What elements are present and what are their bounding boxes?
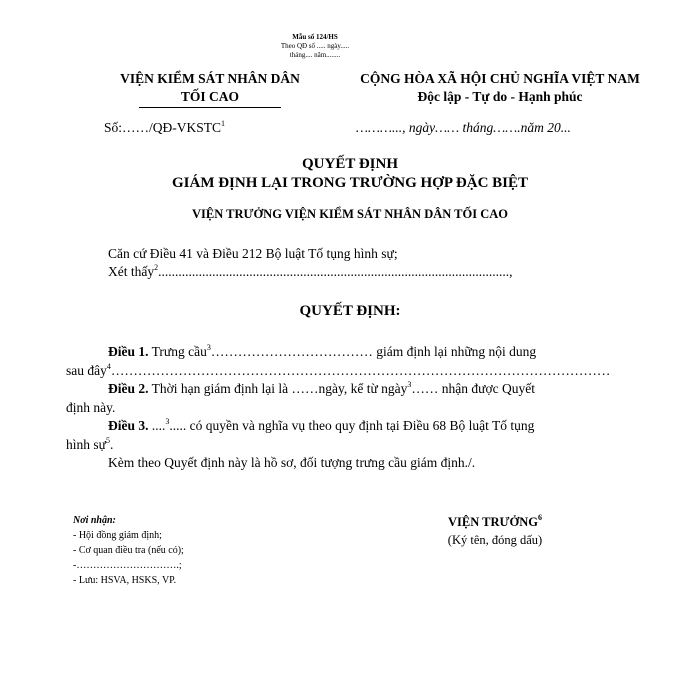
footnote-ref: 3 — [165, 416, 170, 426]
form-code — [200, 33, 430, 60]
footnote-ref: 4 — [106, 361, 111, 371]
issuer-title: VIỆN TRƯỞNG VIỆN KIỂM SÁT NHÂN DÂN TỐI CAO — [191, 207, 509, 221]
agency-header — [85, 70, 335, 108]
form-code-number: Mẫu số 124/HS — [292, 33, 338, 41]
document-subtitle: GIÁM ĐỊNH LẠI TRONG TRƯỜNG HỢP ĐẶC BIỆT — [171, 175, 528, 191]
recipient-item: - Hội đồng giám định; — [73, 530, 162, 541]
national-header — [335, 70, 665, 106]
article-2: Điều 2. Thời hạn giám định lại là ……ngày, kể từ ngày$^3$…… nhận được Quyết định này. — [66, 379, 535, 415]
recipient-item: -………………………….; — [73, 560, 182, 571]
decision-heading: QUYẾT ĐỊNH: — [299, 303, 401, 319]
signer-title: VIỆN TRƯỞNG — [448, 515, 538, 529]
footnote-ref: 5 — [105, 435, 110, 445]
article-1: Điều 1. Trưng cầu$^3$……………………………… giám định lại những nội dung sau đây$^4$………………………………………………………………………………………………… — [66, 342, 611, 378]
nation-name: CỘNG HÒA XÃ HỘI CHỦ NGHĨA VIỆT NAM — [360, 71, 640, 86]
form-code-date: tháng.... năm........ — [289, 51, 341, 59]
footnote-ref: 3 — [206, 342, 211, 352]
attachment-note: Kèm theo Quyết định này là hồ sơ, đối tượng trưng cầu giám định./. — [108, 455, 476, 470]
article-3: Điều 3. ....$^3$..... có quyền và nghĩa vụ theo quy định tại Điều 68 Bộ luật Tố tụng hình sự$^5$. — [66, 416, 535, 452]
agency-level: TỐI CAO — [139, 88, 281, 108]
consideration: Xét thấy$^2$........................................................................................................, — [108, 262, 513, 279]
signature-block — [395, 513, 595, 549]
document-title: QUYẾT ĐỊNH — [302, 156, 398, 172]
agency-name: VIỆN KIỂM SÁT NHÂN DÂN — [120, 71, 300, 86]
footnote-ref: 2 — [154, 262, 159, 272]
legal-basis: Căn cứ Điều 41 và Điều 212 Bộ luật Tố tụng hình sự; — [108, 246, 398, 261]
article-label: Điều 3. — [108, 418, 149, 433]
recipients-header: Nơi nhận: — [73, 515, 116, 526]
recipient-item: - Lưu: HSVA, HSKS, VP. — [73, 575, 177, 586]
date-line: ………..., ngày…… tháng…….năm 20... — [356, 120, 571, 135]
recipients-block — [73, 513, 184, 588]
article-label: Điều 1. — [108, 344, 149, 359]
recipient-item: - Cơ quan điều tra (nếu có); — [73, 545, 184, 556]
nation-motto: Độc lập - Tự do - Hạnh phúc — [417, 89, 583, 104]
document-number: Số:……/QĐ-VKSTC$^1$ — [104, 118, 226, 135]
form-code-decision: Theo QĐ số ..... ngày..... — [280, 42, 350, 50]
article-label: Điều 2. — [108, 381, 149, 396]
signer-instruction: (Ký tên, đóng dấu) — [447, 533, 543, 547]
footnote-ref: 1 — [221, 118, 226, 128]
footnote-ref: 6 — [537, 512, 542, 522]
footnote-ref: 3 — [407, 379, 412, 389]
